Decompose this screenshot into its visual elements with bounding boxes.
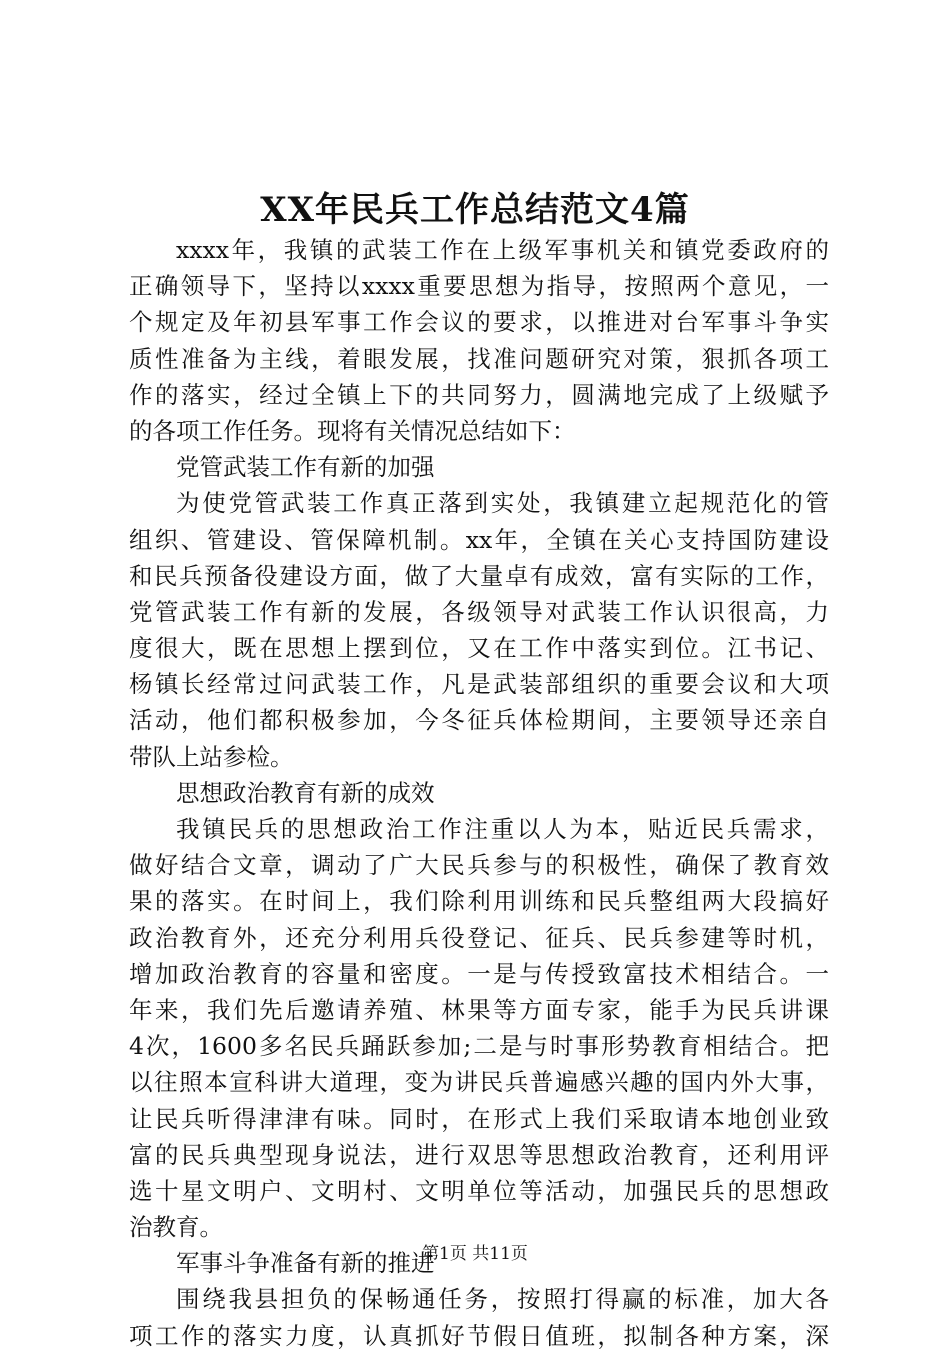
- section-heading: 军事斗争准备有新的推进: [176, 1249, 435, 1278]
- paragraph-line: 杨镇长经常过问武装工作，凡是武装部组织的重要会议和大项: [129, 670, 829, 699]
- paragraph-line: 项工作的落实力度，认真抓好节假日值班，拟制各种方案，深: [129, 1321, 829, 1350]
- paragraph-line: xxxx年，我镇的武装工作在上级军事机关和镇党委政府的: [176, 236, 829, 264]
- paragraph-line: 度很大，既在思想上摆到位，又在工作中落实到位。江书记、: [129, 634, 829, 663]
- paragraph-line: 做好结合文章，调动了广大民兵参与的积极性，确保了教育效: [129, 851, 829, 880]
- paragraph-line: 果的落实。在时间上，我们除利用训练和民兵整组两大段搞好: [129, 887, 829, 916]
- paragraph-line: 个规定及年初县军事工作会议的要求，以推进对台军事斗争实: [129, 308, 829, 337]
- paragraph-line: 正确领导下，坚持以xxxx重要思想为指导，按照两个意见，一: [129, 272, 829, 301]
- paragraph-line: 带队上站参检。: [129, 742, 294, 771]
- paragraph-line: 质性准备为主线，着眼发展，找准问题研究对策，狠抓各项工: [129, 344, 829, 373]
- paragraph-line: 组织、管建设、管保障机制。xx年，全镇在关心支持国防建设: [129, 525, 829, 554]
- paragraph-line: 的各项工作任务。现将有关情况总结如下：: [129, 416, 576, 445]
- paragraph-line: 治教育。: [129, 1213, 223, 1242]
- paragraph-line: 我镇民兵的思想政治工作注重以人为本，贴近民兵需求，: [176, 815, 829, 843]
- paragraph-line: 富的民兵典型现身说法，进行双思等思想政治教育，还利用评: [129, 1140, 829, 1169]
- page-footer: 第1页 共11页: [422, 1244, 528, 1264]
- document-title: XX年民兵工作总结范文4篇: [260, 190, 690, 230]
- paragraph-line: 以往照本宣科讲大道理，变为讲民兵普遍感兴趣的国内外大事，: [129, 1068, 829, 1097]
- paragraph-line: 年来，我们先后邀请养殖、林果等方面专家，能手为民兵讲课: [129, 995, 829, 1024]
- section-heading: 思想政治教育有新的成效: [176, 778, 435, 807]
- paragraph-line: 政治教育外，还充分利用兵役登记、征兵、民兵参建等时机，: [129, 923, 829, 952]
- paragraph-line: 党管武装工作有新的发展，各级领导对武装工作认识很高，力: [129, 597, 829, 626]
- paragraph-line: 选十星文明户、文明村、文明单位等活动，加强民兵的思想政: [129, 1176, 829, 1205]
- paragraph-line: 为使党管武装工作真正落到实处，我镇建立起规范化的管: [176, 489, 829, 518]
- paragraph-line: 围绕我县担负的保畅通任务，按照打得赢的标准，加大各: [176, 1285, 829, 1314]
- paragraph-line: 4次，1600多名民兵踊跃参加;二是与时事形势教育相结合。把: [129, 1032, 829, 1061]
- paragraph-line: 和民兵预备役建设方面，做了大量卓有成效，富有实际的工作，: [129, 561, 829, 590]
- document-body: [129, 232, 829, 1354]
- paragraph-line: 让民兵听得津津有味。同时，在形式上我们采取请本地创业致: [129, 1104, 829, 1133]
- paragraph-line: 增加政治教育的容量和密度。一是与传授致富技术相结合。一: [129, 959, 829, 988]
- paragraph-line: 作的落实，经过全镇上下的共同努力，圆满地完成了上级赋予: [129, 380, 829, 409]
- paragraph-line: 活动，他们都积极参加，今冬征兵体检期间，主要领导还亲自: [129, 706, 829, 735]
- section-heading: 党管武装工作有新的加强: [176, 453, 435, 482]
